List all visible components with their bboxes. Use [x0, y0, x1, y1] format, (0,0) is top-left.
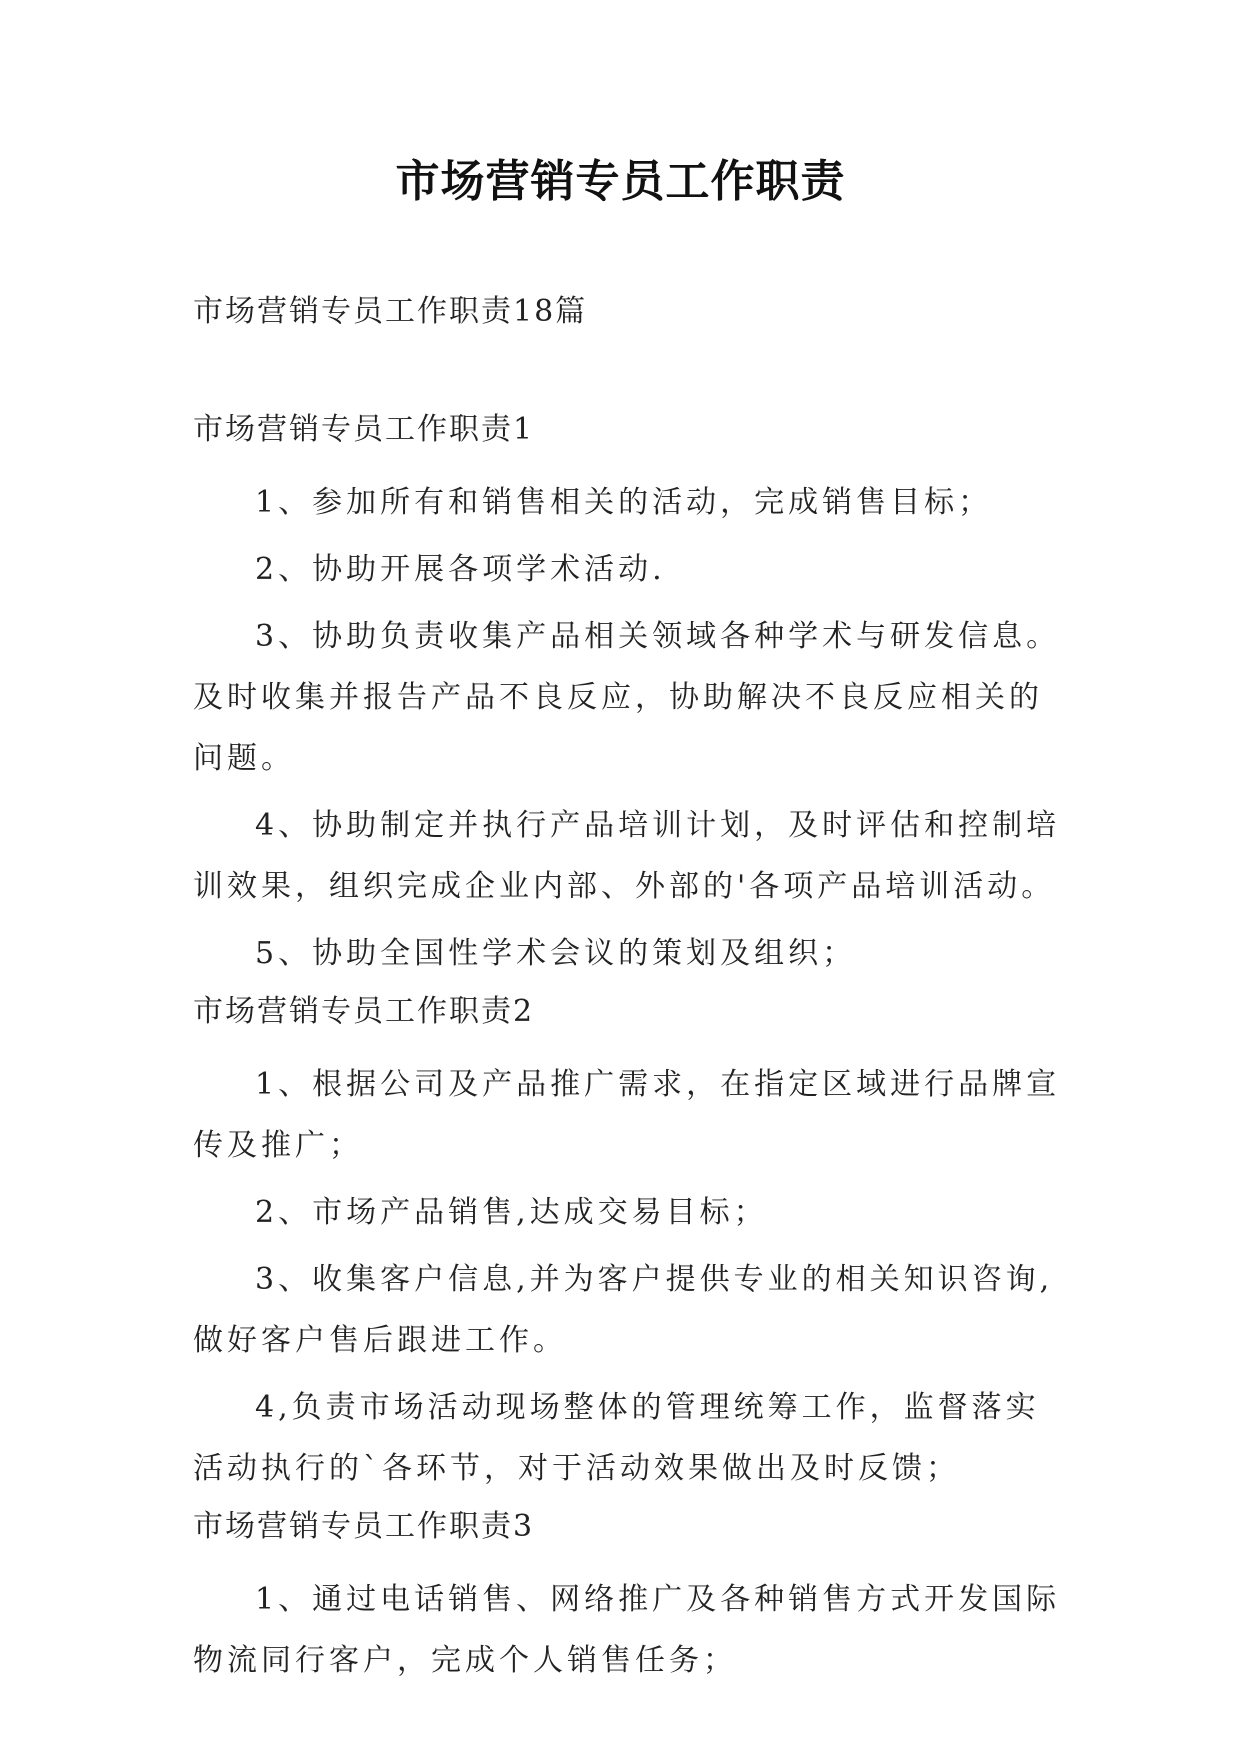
- list-item: 1、根据公司及产品推广需求，在指定区域进行品牌宣传及推广；: [193, 1067, 1061, 1163]
- list-item: 4,负责市场活动现场整体的管理统筹工作，监督落实活动执行的`各环节，对于活动效果做出及时反馈；: [193, 1390, 1040, 1486]
- list-item: 1、参加所有和销售相关的活动，完成销售目标；: [255, 485, 993, 520]
- list-item: 3、收集客户信息,并为客户提供专业的相关知识咨询,做好客户售后跟进工作。: [193, 1262, 1054, 1358]
- list-item: 2、市场产品销售,达成交易目标；: [255, 1195, 768, 1230]
- list-item: 2、协助开展各项学术活动.: [255, 552, 666, 587]
- section-1: [193, 410, 1063, 984]
- document-body: [193, 410, 1063, 1699]
- section-heading: 市场营销专员工作职责2: [193, 994, 535, 1029]
- list-item: 1、通过电话销售、网络推广及各种销售方式开发国际物流同行客户，完成个人销售任务；: [193, 1582, 1061, 1678]
- list-item: 3、协助负责收集产品相关领域各种学术与研发信息。及时收集并报告产品不良反应，协助解决不良反应相关的问题。: [193, 619, 1061, 776]
- section-3: [193, 1507, 1063, 1691]
- document-subtitle: 市场营销专员工作职责18篇: [193, 294, 588, 329]
- section-heading: 市场营销专员工作职责1: [193, 412, 535, 447]
- list-item: 4、协助制定并执行产品培训计划，及时评估和控制培训效果，组织完成企业内部、外部的'各项产品培训活动。: [193, 808, 1061, 904]
- section-2: [193, 992, 1063, 1499]
- document-title: 市场营销专员工作职责: [395, 156, 846, 207]
- section-heading: 市场营销专员工作职责3: [193, 1509, 535, 1544]
- list-item: 5、协助全国性学术会议的策划及组织；: [255, 936, 857, 971]
